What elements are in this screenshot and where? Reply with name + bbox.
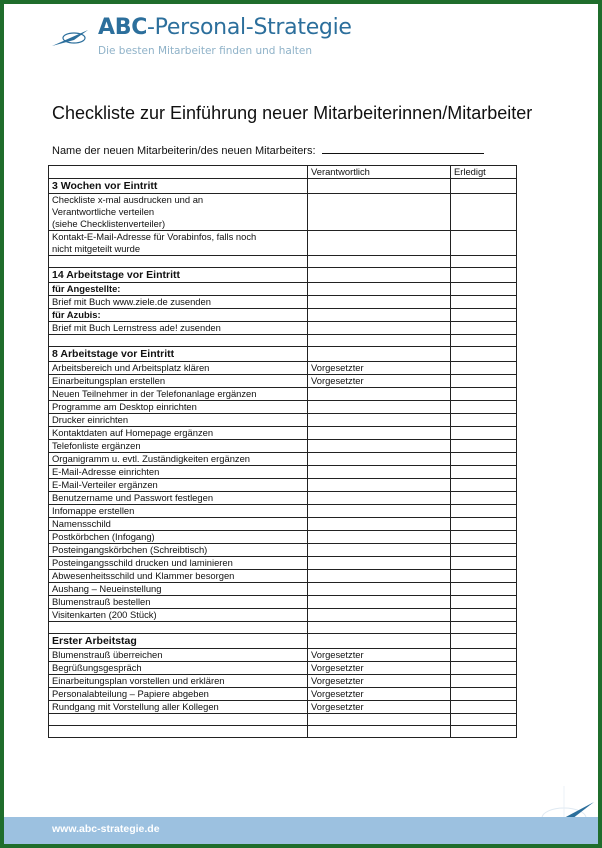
table-row	[49, 675, 517, 688]
table-header-row	[49, 166, 517, 179]
group-label-row	[49, 309, 517, 322]
table-row	[49, 570, 517, 583]
table-row	[49, 505, 517, 518]
section-heading-row	[49, 347, 517, 362]
responsible-cell[interactable]	[308, 388, 451, 401]
table-row	[49, 375, 517, 388]
responsible-cell[interactable]	[308, 505, 451, 518]
spacer-row	[49, 714, 517, 726]
done-cell[interactable]	[451, 453, 517, 466]
table-row	[49, 388, 517, 401]
done-cell[interactable]	[451, 688, 517, 701]
section-heading-row	[49, 634, 517, 649]
done-cell[interactable]	[451, 531, 517, 544]
done-cell[interactable]	[451, 583, 517, 596]
responsible-cell[interactable]	[308, 518, 451, 531]
empty-cell	[308, 714, 451, 726]
new-employee-name-field	[52, 143, 484, 157]
responsible-cell[interactable]	[308, 583, 451, 596]
empty-cell	[308, 179, 451, 194]
empty-cell	[451, 309, 517, 322]
empty-cell	[308, 268, 451, 283]
done-cell[interactable]	[451, 518, 517, 531]
done-cell[interactable]	[451, 194, 517, 231]
done-cell[interactable]	[451, 544, 517, 557]
task-cell: Posteingangskörbchen (Schreibtisch)	[49, 544, 308, 557]
empty-cell	[451, 335, 517, 347]
empty-cell	[49, 256, 308, 268]
empty-cell	[308, 726, 451, 738]
section-heading: 14 Arbeitstage vor Eintritt	[49, 268, 308, 283]
task-cell: Benutzername und Passwort festlegen	[49, 492, 308, 505]
table-row	[49, 662, 517, 675]
empty-cell	[308, 283, 451, 296]
empty-cell	[308, 634, 451, 649]
task-cell: Posteingangsschild drucken und laminieren	[49, 557, 308, 570]
task-cell: Brief mit Buch Lernstress ade! zusenden	[49, 322, 308, 335]
task-cell: Blumenstrauß bestellen	[49, 596, 308, 609]
responsible-cell[interactable]	[308, 596, 451, 609]
done-cell[interactable]	[451, 505, 517, 518]
table-row	[49, 701, 517, 714]
spacer-row	[49, 726, 517, 738]
brand-name	[98, 15, 352, 40]
checklist-table	[48, 165, 517, 738]
responsible-cell[interactable]: Vorgesetzter	[308, 701, 451, 714]
group-label: für Azubis:	[49, 309, 308, 322]
task-cell: Blumenstrauß überreichen	[49, 649, 308, 662]
done-cell[interactable]	[451, 492, 517, 505]
empty-cell	[308, 256, 451, 268]
done-cell[interactable]	[451, 414, 517, 427]
responsible-cell[interactable]	[308, 453, 451, 466]
responsible-cell[interactable]	[308, 531, 451, 544]
task-cell: Brief mit Buch www.ziele.de zusenden	[49, 296, 308, 309]
table-row	[49, 427, 517, 440]
done-cell[interactable]	[451, 675, 517, 688]
task-line: (siehe Checklistenverteiler)	[52, 218, 166, 229]
table-row	[49, 609, 517, 622]
table-row	[49, 194, 517, 231]
responsible-cell[interactable]: Vorgesetzter	[308, 662, 451, 675]
task-cell: Kontaktdaten auf Homepage ergänzen	[49, 427, 308, 440]
task-line: Kontakt-E-Mail-Adresse für Vorabinfos, falls noch	[52, 231, 257, 242]
empty-cell	[451, 179, 517, 194]
task-line: nicht mitgeteilt wurde	[52, 243, 141, 254]
task-cell: Telefonliste ergänzen	[49, 440, 308, 453]
empty-cell	[49, 622, 308, 634]
responsible-cell[interactable]	[308, 427, 451, 440]
table-row	[49, 649, 517, 662]
task-cell: Postkörbchen (Infogang)	[49, 531, 308, 544]
responsible-cell[interactable]	[308, 296, 451, 309]
task-cell: Arbeitsbereich und Arbeitsplatz klären	[49, 362, 308, 375]
spacer-row	[49, 335, 517, 347]
responsible-cell[interactable]: Vorgesetzter	[308, 375, 451, 388]
responsible-cell[interactable]: Vorgesetzter	[308, 688, 451, 701]
done-cell[interactable]	[451, 649, 517, 662]
task-line: Checkliste x-mal ausdrucken und an	[52, 194, 204, 205]
empty-cell	[308, 335, 451, 347]
group-label-row	[49, 283, 517, 296]
table-row	[49, 440, 517, 453]
task-cell: Begrüßungsgespräch	[49, 662, 308, 675]
column-header: Verantwortlich	[308, 166, 451, 179]
column-header: Erledigt	[451, 166, 517, 179]
table-row	[49, 557, 517, 570]
done-cell[interactable]	[451, 466, 517, 479]
done-cell[interactable]	[451, 570, 517, 583]
task-cell: Infomappe erstellen	[49, 505, 308, 518]
section-heading: 8 Arbeitstage vor Eintritt	[49, 347, 308, 362]
responsible-cell[interactable]	[308, 492, 451, 505]
task-cell: Aushang – Neueinstellung	[49, 583, 308, 596]
task-cell	[49, 194, 308, 231]
responsible-cell[interactable]	[308, 544, 451, 557]
task-cell: Personalabteilung – Papiere abgeben	[49, 688, 308, 701]
task-line: Verantwortliche verteilen	[52, 206, 155, 217]
responsible-cell[interactable]: Vorgesetzter	[308, 362, 451, 375]
task-cell: Drucker einrichten	[49, 414, 308, 427]
table-row	[49, 466, 517, 479]
table-row	[49, 518, 517, 531]
empty-cell	[49, 335, 308, 347]
done-cell[interactable]	[451, 701, 517, 714]
done-cell[interactable]	[451, 609, 517, 622]
name-blank-line[interactable]	[322, 143, 484, 154]
footer-website-link[interactable]: www.abc-strategie.de	[52, 823, 160, 835]
empty-cell	[49, 726, 308, 738]
responsible-cell[interactable]: Vorgesetzter	[308, 649, 451, 662]
responsible-cell[interactable]	[308, 570, 451, 583]
responsible-cell[interactable]	[308, 479, 451, 492]
brand-tagline: Die besten Mitarbeiter finden und halten	[98, 45, 313, 57]
empty-cell	[451, 622, 517, 634]
task-cell: Einarbeitungsplan vorstellen und erklären	[49, 675, 308, 688]
done-cell[interactable]	[451, 401, 517, 414]
empty-cell	[451, 347, 517, 362]
done-cell[interactable]	[451, 427, 517, 440]
group-label: für Angestellte:	[49, 283, 308, 296]
empty-cell	[308, 622, 451, 634]
task-cell: Einarbeitungsplan erstellen	[49, 375, 308, 388]
done-cell[interactable]	[451, 322, 517, 335]
task-cell: E-Mail-Verteiler ergänzen	[49, 479, 308, 492]
responsible-cell[interactable]	[308, 231, 451, 256]
done-cell[interactable]	[451, 662, 517, 675]
task-cell	[49, 231, 308, 256]
empty-cell	[451, 726, 517, 738]
spacer-row	[49, 622, 517, 634]
table-row	[49, 414, 517, 427]
task-cell: Abwesenheitsschild und Klammer besorgen	[49, 570, 308, 583]
section-heading-row	[49, 268, 517, 283]
table-row	[49, 362, 517, 375]
done-cell[interactable]	[451, 440, 517, 453]
done-cell[interactable]	[451, 362, 517, 375]
done-cell[interactable]	[451, 375, 517, 388]
task-cell: Programme am Desktop einrichten	[49, 401, 308, 414]
task-cell: Visitenkarten (200 Stück)	[49, 609, 308, 622]
section-heading: 3 Wochen vor Eintritt	[49, 179, 308, 194]
responsible-cell[interactable]	[308, 322, 451, 335]
empty-cell	[451, 268, 517, 283]
task-cell: Rundgang mit Vorstellung aller Kollegen	[49, 701, 308, 714]
table-row	[49, 401, 517, 414]
empty-cell	[451, 634, 517, 649]
table-row	[49, 453, 517, 466]
task-cell: Neuen Teilnehmer in der Telefonanlage ergänzen	[49, 388, 308, 401]
table-row	[49, 296, 517, 309]
table-row	[49, 231, 517, 256]
table-row	[49, 583, 517, 596]
compass-needle-icon	[50, 26, 90, 50]
name-label: Name der neuen Mitarbeiterin/des neuen Mitarbeiters:	[52, 145, 316, 157]
page-title: Checkliste zur Einführung neuer Mitarbeiterinnen/Mitarbeiter	[52, 103, 533, 123]
done-cell[interactable]	[451, 596, 517, 609]
table-row	[49, 531, 517, 544]
done-cell[interactable]	[451, 557, 517, 570]
brand-name-prefix: ABC	[98, 15, 148, 40]
section-heading-row	[49, 179, 517, 194]
empty-cell	[49, 714, 308, 726]
responsible-cell[interactable]: Vorgesetzter	[308, 675, 451, 688]
table-row	[49, 596, 517, 609]
task-cell: Organigramm u. evtl. Zuständigkeiten ergänzen	[49, 453, 308, 466]
spacer-row	[49, 256, 517, 268]
empty-cell	[451, 256, 517, 268]
responsible-cell[interactable]	[308, 401, 451, 414]
responsible-cell[interactable]	[308, 440, 451, 453]
empty-cell	[308, 347, 451, 362]
brand-name-suffix: -Personal-Strategie	[147, 15, 352, 40]
done-cell[interactable]	[451, 296, 517, 309]
done-cell[interactable]	[451, 388, 517, 401]
done-cell[interactable]	[451, 479, 517, 492]
responsible-cell[interactable]	[308, 414, 451, 427]
column-header	[49, 166, 308, 179]
empty-cell	[451, 714, 517, 726]
empty-cell	[308, 309, 451, 322]
responsible-cell[interactable]	[308, 609, 451, 622]
responsible-cell[interactable]	[308, 466, 451, 479]
table-row	[49, 544, 517, 557]
responsible-cell[interactable]	[308, 194, 451, 231]
task-cell: E-Mail-Adresse einrichten	[49, 466, 308, 479]
empty-cell	[451, 283, 517, 296]
document-page	[4, 4, 598, 844]
table-row	[49, 492, 517, 505]
table-row	[49, 322, 517, 335]
task-cell: Namensschild	[49, 518, 308, 531]
table-row	[49, 688, 517, 701]
responsible-cell[interactable]	[308, 557, 451, 570]
table-row	[49, 479, 517, 492]
section-heading: Erster Arbeitstag	[49, 634, 308, 649]
done-cell[interactable]	[451, 231, 517, 256]
